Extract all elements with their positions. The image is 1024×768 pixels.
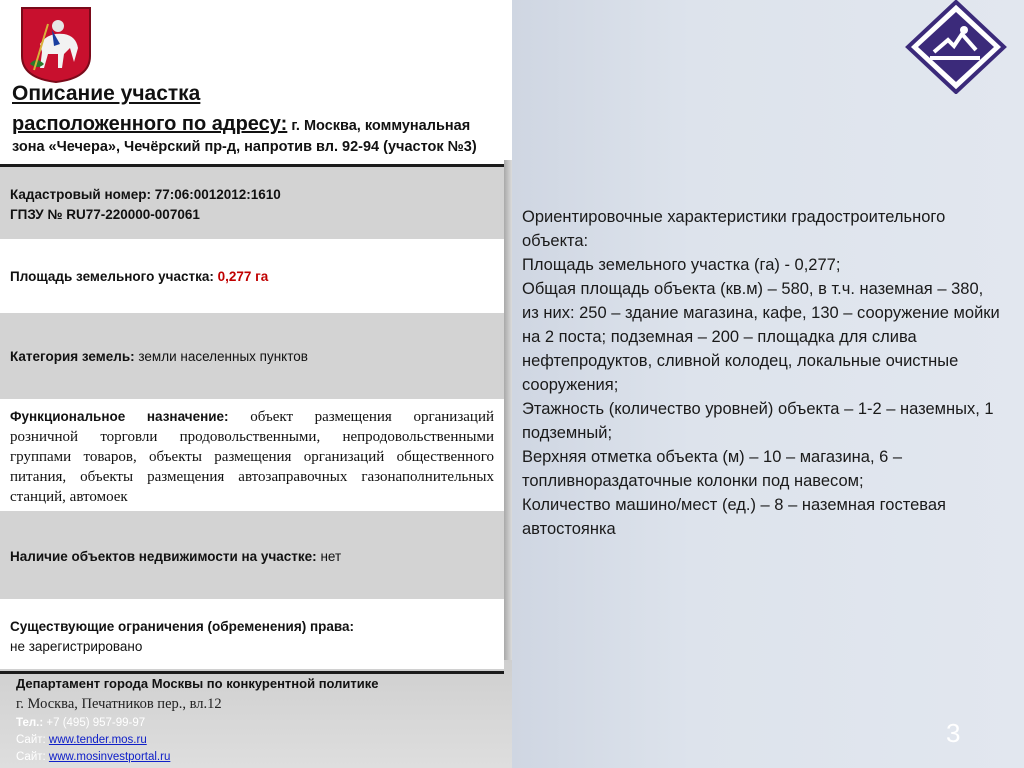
tel-label: Тел.:: [16, 717, 44, 729]
department-logo-icon: [904, 0, 1008, 94]
area-value: 0,277 га: [217, 269, 269, 284]
table-row-restrictions: [0, 599, 504, 669]
department-address: г. Москва, Печатников пер., вл.12: [16, 696, 222, 712]
page-number: 3: [946, 718, 961, 748]
department-name: Департамент города Москвы по конкурентной политике: [16, 676, 379, 691]
table-row-area: [0, 239, 504, 313]
function-value: объект размещения организаций розничной торговли продовольственными, непродовольственными группами товаров, объекты размещения организаций общественного питания, объекты размещения автозаправочных газонаполнительных станций, автомоек: [10, 409, 494, 505]
site-label-1: Сайт:: [16, 734, 46, 746]
objects-value: нет: [320, 549, 342, 564]
gpzu-number: ГПЗУ № RU77-220000-007061: [10, 207, 200, 222]
object-characteristics: [522, 205, 1002, 541]
moscow-coat-of-arms-icon: [18, 4, 94, 84]
restrictions-label: Существующие ограничения (обременения) права:: [10, 619, 354, 634]
function-label: Функциональное назначение:: [10, 409, 229, 424]
address-label: расположенного по адресу:: [12, 113, 288, 135]
address-part-1: г. Москва, коммунальная: [291, 118, 471, 134]
characteristics-line: Верхняя отметка объекта (м) – 10 – магазина, 6 – топливнораздаточные колонки под навесом;: [522, 448, 903, 490]
investportal-site-link[interactable]: www.mosinvestportal.ru: [48, 751, 171, 763]
table-row-cadastral: [0, 167, 504, 239]
site-line-1: [16, 734, 147, 746]
characteristics-line: Площадь земельного участка (га) - 0,277;: [522, 256, 841, 274]
characteristics-line: Ориентировочные характеристики градостроительного объекта:: [522, 208, 946, 250]
table-row-category: [0, 313, 504, 399]
address-part-2: зона «Чечера», Чечёрский пр-д, напротив вл. 92-94 (участок №3): [12, 139, 477, 155]
site-line-2: [16, 751, 170, 763]
table-shadow-right: [504, 160, 512, 670]
characteristics-line: Количество машино/мест (ед.) – 8 – наземная гостевая автостоянка: [522, 496, 946, 538]
table-row-objects: [0, 511, 504, 599]
address-heading: [12, 113, 470, 136]
tender-site-link[interactable]: www.tender.mos.ru: [48, 734, 147, 746]
restrictions-value: не зарегистрировано: [10, 639, 143, 654]
category-value: земли населенных пунктов: [138, 349, 308, 364]
objects-label: Наличие объектов недвижимости на участке:: [10, 549, 317, 564]
category-label: Категория земель:: [10, 349, 135, 364]
characteristics-line: Этажность (количество уровней) объекта – 1-2 – наземных, 1 подземный;: [522, 400, 994, 442]
tel-value: +7 (495) 957-99-97: [46, 717, 146, 729]
characteristics-line: Общая площадь объекта (кв.м) – 580, в т.ч. наземная – 380, из них: 250 – здание магазина, кафе, 130 – сооружение мойки на 2 поста; подземная – 200 – площадка для слива нефтепродуктов, сливной колодец, локальные очистные сооружения;: [522, 280, 1000, 394]
area-label: Площадь земельного участка:: [10, 269, 214, 284]
cadastral-number: Кадастровый номер: 77:06:0012012:1610: [10, 187, 281, 202]
page-title: Описание участка: [12, 82, 201, 105]
site-label-2: Сайт:: [16, 751, 46, 763]
department-phone: [16, 717, 145, 729]
plot-description-table: [0, 164, 504, 674]
table-row-function: [0, 399, 504, 511]
